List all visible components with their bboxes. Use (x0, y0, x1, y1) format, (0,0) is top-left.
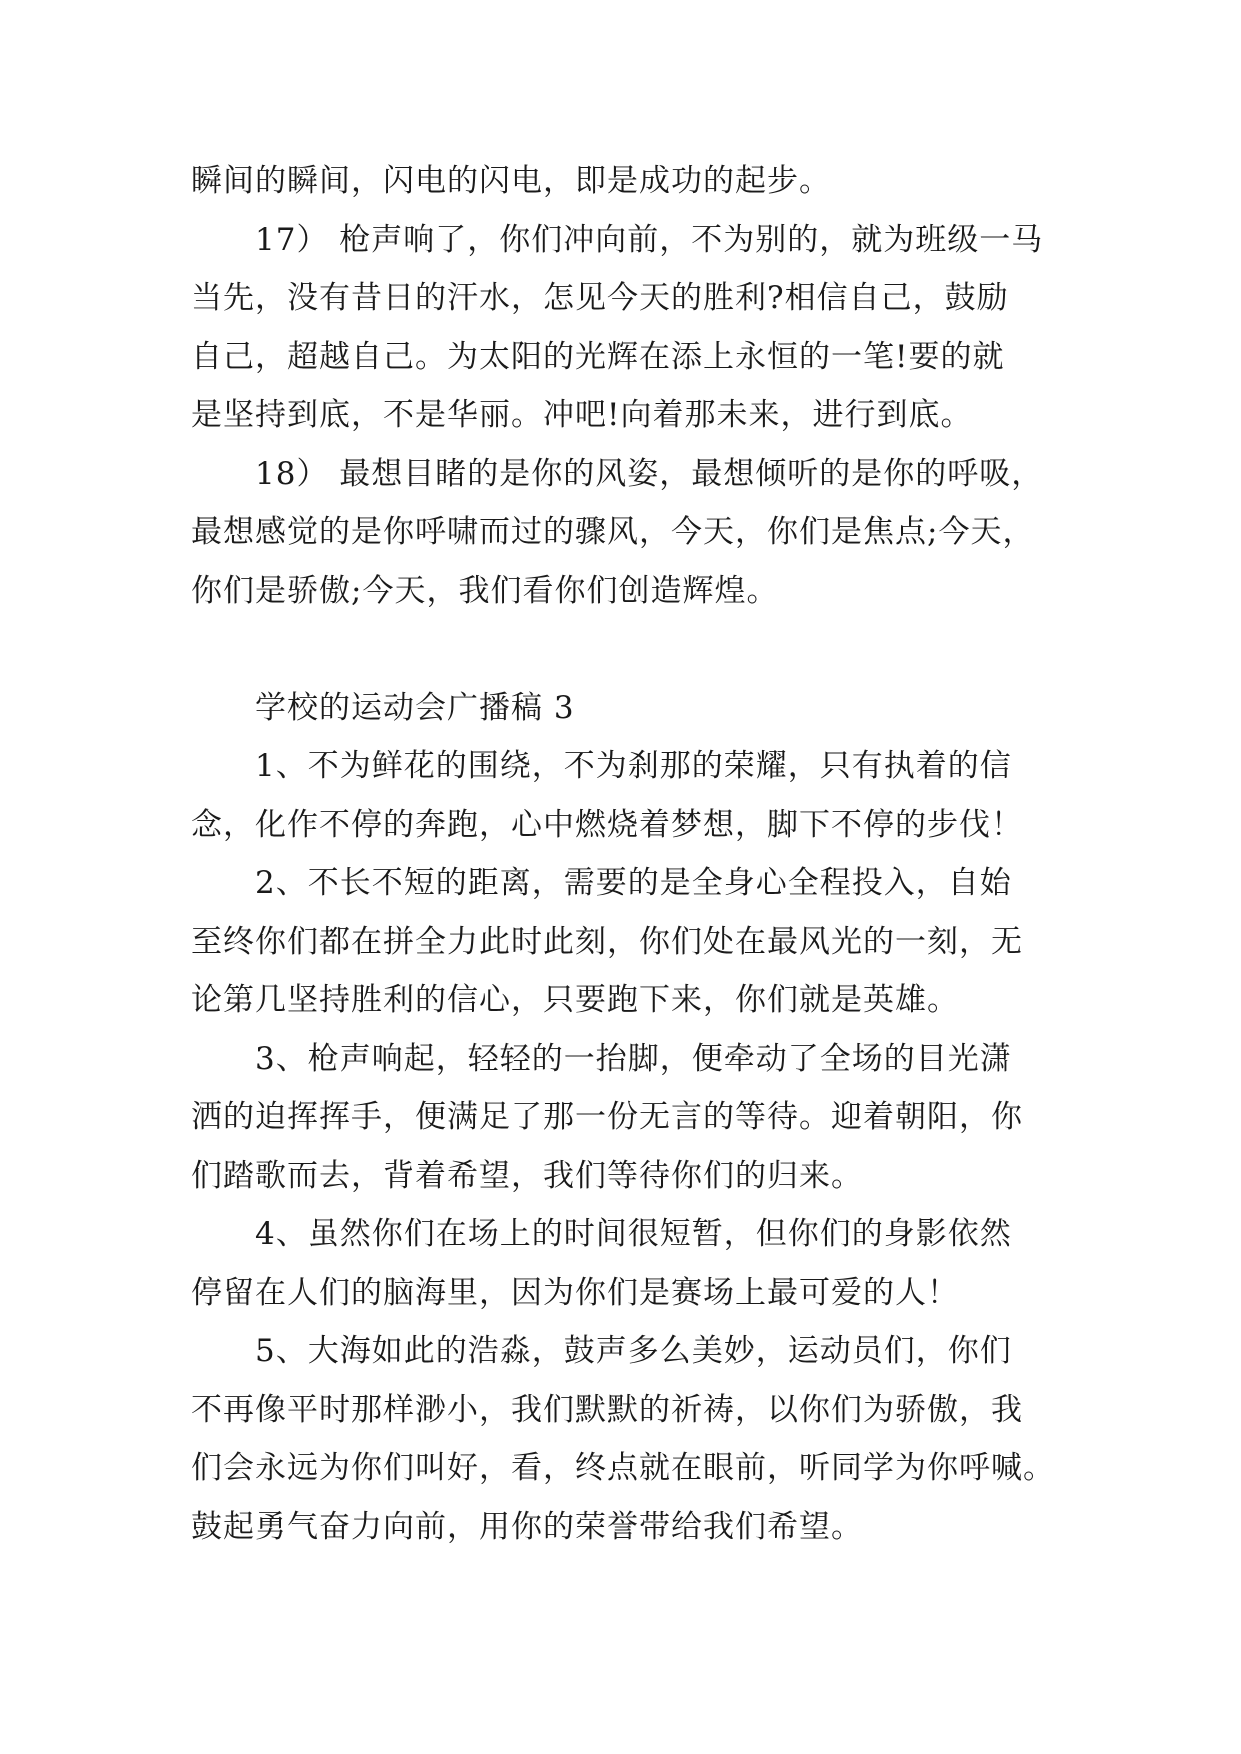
intro-line: 瞬间的瞬间，闪电的闪电，即是成功的起步。 (191, 163, 831, 199)
paragraph-18 (191, 445, 1061, 621)
paragraph-5 (191, 1322, 1061, 1556)
paragraph-line: 们会永远为你们叫好，看，终点就在眼前，听同学为你呼喊。 (191, 1450, 1055, 1486)
paragraph-line: 最想感觉的是你呼啸而过的骤风，今天，你们是焦点;今天， (191, 514, 1035, 550)
paragraph-line: 当先，没有昔日的汗水，怎见今天的胜利?相信自己，鼓励 (191, 280, 1009, 316)
paragraph-line: 1、不为鲜花的围绕，不为刹那的荣耀，只有执着的信 (255, 748, 1012, 784)
paragraph-line: 5、大海如此的浩淼，鼓声多么美妙，运动员们，你们 (255, 1333, 1012, 1369)
paragraph-line: 念，化作不停的奔跑，心中燃烧着梦想，脚下不停的步伐！ (191, 806, 1023, 843)
paragraph-4 (191, 1205, 1061, 1322)
paragraph-line: 是坚持到底，不是华丽。冲吧!向着那未来，进行到底。 (191, 397, 973, 433)
paragraph-line: 停留在人们的脑海里，因为你们是赛场上最可爱的人！ (191, 1274, 959, 1311)
paragraph-line: 鼓起勇气奋力向前，用你的荣誉带给我们希望。 (191, 1508, 863, 1545)
paragraph-line: 你们是骄傲;今天，我们看你们创造辉煌。 (191, 572, 779, 609)
paragraph-line: 们踏歌而去，背着希望，我们等待你们的归来。 (191, 1157, 863, 1194)
paragraph-line: 至终你们都在拼全力此时此刻，你们处在最风光的一刻，无 (191, 923, 1023, 960)
paragraph-line: 18） 最想目睹的是你的风姿，最想倾听的是你的呼吸， (255, 455, 1044, 492)
paragraph-line: 洒的迫挥挥手，便满足了那一份无言的等待。迎着朝阳，你 (191, 1099, 1023, 1135)
paragraph-2 (191, 854, 1061, 1030)
paragraph-17 (191, 211, 1061, 445)
paragraph-3 (191, 1030, 1061, 1206)
paragraph-line: 论第几坚持胜利的信心，只要跑下来，你们就是英雄。 (191, 982, 959, 1018)
paragraph-line: 4、虽然你们在场上的时间很短暂，但你们的身影依然 (255, 1216, 1012, 1252)
paragraph-line: 3、枪声响起，轻轻的一抬脚，便牵动了全场的目光潇 (255, 1040, 1012, 1077)
paragraph-1 (191, 737, 1061, 854)
blank-line (191, 620, 1061, 679)
paragraph-line: 不再像平时那样渺小，我们默默的祈祷，以你们为骄傲，我 (191, 1391, 1023, 1428)
paragraph-line: 17） 枪声响了，你们冲向前，不为别的，就为班级一马 (255, 221, 1044, 258)
paragraph-line: 自己，超越自己。为太阳的光辉在添上永恒的一笔!要的就 (191, 338, 1005, 375)
section-title: 学校的运动会广播稿 3 (255, 689, 575, 726)
paragraph-line: 2、不长不短的距离，需要的是全身心全程投入，自始 (255, 865, 1012, 901)
document-body (191, 152, 1061, 1556)
